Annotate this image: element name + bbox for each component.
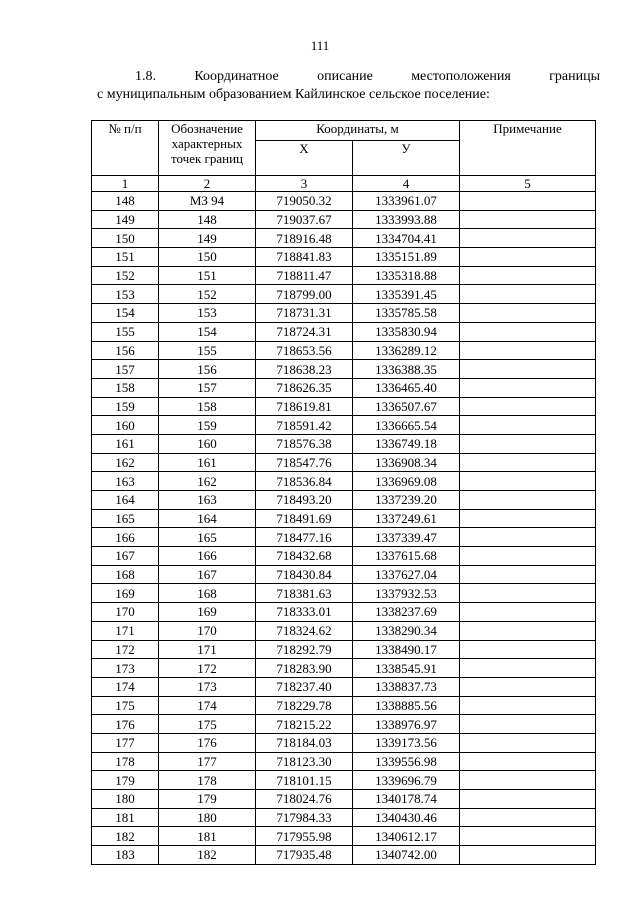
table-row xyxy=(92,640,596,659)
note-cell xyxy=(460,565,596,584)
x-coordinate-cell: 718653.56 xyxy=(256,341,353,360)
table-row xyxy=(92,696,596,715)
x-coordinate-cell: 718333.01 xyxy=(256,603,353,622)
point-name-cell: 164 xyxy=(159,509,256,528)
point-name-cell: 177 xyxy=(159,752,256,771)
column-header-x: X xyxy=(256,141,353,176)
point-name-cell: 181 xyxy=(159,827,256,846)
x-coordinate-cell: 719050.32 xyxy=(256,192,353,211)
table-row xyxy=(92,304,596,323)
point-name-cell: 172 xyxy=(159,659,256,678)
y-coordinate-cell: 1335151.89 xyxy=(353,248,460,267)
x-coordinate-cell: 718381.63 xyxy=(256,584,353,603)
point-name-cell: 175 xyxy=(159,715,256,734)
x-coordinate-cell: 718283.90 xyxy=(256,659,353,678)
note-cell xyxy=(460,378,596,397)
table-row xyxy=(92,491,596,510)
point-name-cell: 180 xyxy=(159,808,256,827)
note-cell xyxy=(460,528,596,547)
y-coordinate-cell: 1338237.69 xyxy=(353,603,460,622)
row-number-cell: 150 xyxy=(92,229,159,248)
y-coordinate-cell: 1340612.17 xyxy=(353,827,460,846)
note-cell xyxy=(460,416,596,435)
table-row xyxy=(92,677,596,696)
table-row xyxy=(92,341,596,360)
note-cell xyxy=(460,827,596,846)
note-cell xyxy=(460,397,596,416)
row-number-cell: 160 xyxy=(92,416,159,435)
point-name-cell: 162 xyxy=(159,472,256,491)
note-cell xyxy=(460,434,596,453)
x-coordinate-cell: 718324.62 xyxy=(256,621,353,640)
x-coordinate-cell: 718493.20 xyxy=(256,491,353,510)
table-row xyxy=(92,360,596,379)
note-cell xyxy=(460,790,596,809)
y-coordinate-cell: 1338490.17 xyxy=(353,640,460,659)
y-coordinate-cell: 1336908.34 xyxy=(353,453,460,472)
note-cell xyxy=(460,248,596,267)
y-coordinate-cell: 1337932.53 xyxy=(353,584,460,603)
note-cell xyxy=(460,547,596,566)
note-cell xyxy=(460,341,596,360)
y-coordinate-cell: 1336388.35 xyxy=(353,360,460,379)
table-row xyxy=(92,584,596,603)
table-row xyxy=(92,285,596,304)
row-number-cell: 177 xyxy=(92,733,159,752)
row-number-cell: 173 xyxy=(92,659,159,678)
table-row xyxy=(92,547,596,566)
column-index: 5 xyxy=(460,176,596,192)
point-name-cell: 154 xyxy=(159,322,256,341)
x-coordinate-cell: 718619.81 xyxy=(256,397,353,416)
column-index-row xyxy=(92,176,596,192)
y-coordinate-cell: 1338290.34 xyxy=(353,621,460,640)
point-name-cell: 167 xyxy=(159,565,256,584)
y-coordinate-cell: 1335391.45 xyxy=(353,285,460,304)
table-row xyxy=(92,434,596,453)
x-coordinate-cell: 718101.15 xyxy=(256,771,353,790)
x-coordinate-cell: 718237.40 xyxy=(256,677,353,696)
y-coordinate-cell: 1333961.07 xyxy=(353,192,460,211)
table-row xyxy=(92,565,596,584)
note-cell xyxy=(460,192,596,211)
table-row xyxy=(92,752,596,771)
row-number-cell: 158 xyxy=(92,378,159,397)
y-coordinate-cell: 1339696.79 xyxy=(353,771,460,790)
table-row xyxy=(92,846,596,865)
row-number-cell: 157 xyxy=(92,360,159,379)
point-name-cell: МЗ 94 xyxy=(159,192,256,211)
y-coordinate-cell: 1334704.41 xyxy=(353,229,460,248)
y-coordinate-cell: 1335318.88 xyxy=(353,266,460,285)
point-name-cell: 153 xyxy=(159,304,256,323)
y-coordinate-cell: 1335830.94 xyxy=(353,322,460,341)
note-cell xyxy=(460,453,596,472)
note-cell xyxy=(460,266,596,285)
y-coordinate-cell: 1337249.61 xyxy=(353,509,460,528)
note-cell xyxy=(460,677,596,696)
row-number-cell: 154 xyxy=(92,304,159,323)
row-number-cell: 169 xyxy=(92,584,159,603)
y-coordinate-cell: 1337239.20 xyxy=(353,491,460,510)
x-coordinate-cell: 718430.84 xyxy=(256,565,353,584)
section-number: 1.8. xyxy=(135,69,156,84)
point-name-cell: 176 xyxy=(159,733,256,752)
y-coordinate-cell: 1338885.56 xyxy=(353,696,460,715)
table-row xyxy=(92,733,596,752)
x-coordinate-cell: 718638.23 xyxy=(256,360,353,379)
table-row xyxy=(92,453,596,472)
table-row xyxy=(92,322,596,341)
row-number-cell: 175 xyxy=(92,696,159,715)
point-name-cell: 166 xyxy=(159,547,256,566)
table-row xyxy=(92,416,596,435)
table-row xyxy=(92,808,596,827)
y-coordinate-cell: 1336289.12 xyxy=(353,341,460,360)
y-coordinate-cell: 1340742.00 xyxy=(353,846,460,865)
row-number-cell: 165 xyxy=(92,509,159,528)
column-header-point: Обозначение характерных точек границ xyxy=(159,121,256,176)
x-coordinate-cell: 718724.31 xyxy=(256,322,353,341)
row-number-cell: 149 xyxy=(92,210,159,229)
y-coordinate-cell: 1340178.74 xyxy=(353,790,460,809)
x-coordinate-cell: 718576.38 xyxy=(256,434,353,453)
point-name-cell: 182 xyxy=(159,846,256,865)
table-row xyxy=(92,509,596,528)
row-number-cell: 170 xyxy=(92,603,159,622)
column-index: 4 xyxy=(353,176,460,192)
row-number-cell: 148 xyxy=(92,192,159,211)
table-row xyxy=(92,229,596,248)
row-number-cell: 183 xyxy=(92,846,159,865)
note-cell xyxy=(460,285,596,304)
x-coordinate-cell: 718799.00 xyxy=(256,285,353,304)
row-number-cell: 159 xyxy=(92,397,159,416)
x-coordinate-cell: 717935.48 xyxy=(256,846,353,865)
note-cell xyxy=(460,304,596,323)
point-name-cell: 173 xyxy=(159,677,256,696)
heading-word: границы xyxy=(549,69,600,84)
y-coordinate-cell: 1337615.68 xyxy=(353,547,460,566)
y-coordinate-cell: 1336749.18 xyxy=(353,434,460,453)
table-row xyxy=(92,192,596,211)
row-number-cell: 180 xyxy=(92,790,159,809)
row-number-cell: 152 xyxy=(92,266,159,285)
note-cell xyxy=(460,733,596,752)
x-coordinate-cell: 718292.79 xyxy=(256,640,353,659)
note-cell xyxy=(460,603,596,622)
note-cell xyxy=(460,322,596,341)
y-coordinate-cell: 1337339.47 xyxy=(353,528,460,547)
point-name-cell: 161 xyxy=(159,453,256,472)
point-name-cell: 163 xyxy=(159,491,256,510)
table-row xyxy=(92,528,596,547)
point-name-cell: 179 xyxy=(159,790,256,809)
note-cell xyxy=(460,621,596,640)
heading-word: Координатное xyxy=(194,69,279,84)
table-row xyxy=(92,621,596,640)
x-coordinate-cell: 718916.48 xyxy=(256,229,353,248)
table-row xyxy=(92,827,596,846)
x-coordinate-cell: 718591.42 xyxy=(256,416,353,435)
y-coordinate-cell: 1336665.54 xyxy=(353,416,460,435)
point-name-cell: 170 xyxy=(159,621,256,640)
table-body xyxy=(92,192,596,865)
x-coordinate-cell: 718432.68 xyxy=(256,547,353,566)
note-cell xyxy=(460,584,596,603)
x-coordinate-cell: 719037.67 xyxy=(256,210,353,229)
x-coordinate-cell: 718626.35 xyxy=(256,378,353,397)
heading-word: местоположения xyxy=(411,69,511,84)
row-number-cell: 172 xyxy=(92,640,159,659)
note-cell xyxy=(460,640,596,659)
note-cell xyxy=(460,696,596,715)
row-number-cell: 161 xyxy=(92,434,159,453)
y-coordinate-cell: 1339556.98 xyxy=(353,752,460,771)
y-coordinate-cell: 1335785.58 xyxy=(353,304,460,323)
section-heading-line2: с муниципальным образованием Кайлинское сельское поселение: xyxy=(97,87,490,102)
point-name-cell: 178 xyxy=(159,771,256,790)
section-heading xyxy=(97,68,600,86)
y-coordinate-cell: 1337627.04 xyxy=(353,565,460,584)
point-name-cell: 159 xyxy=(159,416,256,435)
y-coordinate-cell: 1333993.88 xyxy=(353,210,460,229)
point-name-cell: 174 xyxy=(159,696,256,715)
row-number-cell: 155 xyxy=(92,322,159,341)
y-coordinate-cell: 1339173.56 xyxy=(353,733,460,752)
row-number-cell: 168 xyxy=(92,565,159,584)
table-row xyxy=(92,397,596,416)
point-name-cell: 151 xyxy=(159,266,256,285)
x-coordinate-cell: 718229.78 xyxy=(256,696,353,715)
row-number-cell: 178 xyxy=(92,752,159,771)
point-name-cell: 149 xyxy=(159,229,256,248)
row-number-cell: 151 xyxy=(92,248,159,267)
note-cell xyxy=(460,715,596,734)
y-coordinate-cell: 1340430.46 xyxy=(353,808,460,827)
note-cell xyxy=(460,360,596,379)
table-row xyxy=(92,603,596,622)
y-coordinate-cell: 1336969.08 xyxy=(353,472,460,491)
table-row xyxy=(92,472,596,491)
note-cell xyxy=(460,808,596,827)
point-name-cell: 165 xyxy=(159,528,256,547)
column-header-y: У xyxy=(353,141,460,176)
x-coordinate-cell: 718536.84 xyxy=(256,472,353,491)
y-coordinate-cell: 1336465.40 xyxy=(353,378,460,397)
point-name-cell: 157 xyxy=(159,378,256,397)
coordinates-table xyxy=(91,120,596,865)
point-name-cell: 168 xyxy=(159,584,256,603)
x-coordinate-cell: 718477.16 xyxy=(256,528,353,547)
point-name-cell: 148 xyxy=(159,210,256,229)
column-header-number: № п/п xyxy=(92,121,159,176)
note-cell xyxy=(460,846,596,865)
note-cell xyxy=(460,229,596,248)
row-number-cell: 171 xyxy=(92,621,159,640)
row-number-cell: 156 xyxy=(92,341,159,360)
point-name-cell: 169 xyxy=(159,603,256,622)
x-coordinate-cell: 718811.47 xyxy=(256,266,353,285)
heading-word: описание xyxy=(317,69,373,84)
table-row xyxy=(92,266,596,285)
y-coordinate-cell: 1338837.73 xyxy=(353,677,460,696)
x-coordinate-cell: 718123.30 xyxy=(256,752,353,771)
table-row xyxy=(92,378,596,397)
column-index: 3 xyxy=(256,176,353,192)
x-coordinate-cell: 717955.98 xyxy=(256,827,353,846)
row-number-cell: 174 xyxy=(92,677,159,696)
row-number-cell: 163 xyxy=(92,472,159,491)
note-cell xyxy=(460,491,596,510)
y-coordinate-cell: 1338545.91 xyxy=(353,659,460,678)
page-number: 111 xyxy=(310,38,330,53)
row-number-cell: 164 xyxy=(92,491,159,510)
x-coordinate-cell: 718184.03 xyxy=(256,733,353,752)
table-row xyxy=(92,790,596,809)
row-number-cell: 153 xyxy=(92,285,159,304)
table-row xyxy=(92,248,596,267)
row-number-cell: 162 xyxy=(92,453,159,472)
row-number-cell: 181 xyxy=(92,808,159,827)
table-row xyxy=(92,771,596,790)
row-number-cell: 166 xyxy=(92,528,159,547)
column-header-note: Примечание xyxy=(460,121,596,176)
row-number-cell: 167 xyxy=(92,547,159,566)
y-coordinate-cell: 1338976.97 xyxy=(353,715,460,734)
table-row xyxy=(92,659,596,678)
x-coordinate-cell: 718547.76 xyxy=(256,453,353,472)
note-cell xyxy=(460,771,596,790)
point-name-cell: 156 xyxy=(159,360,256,379)
x-coordinate-cell: 717984.33 xyxy=(256,808,353,827)
table-row xyxy=(92,210,596,229)
point-name-cell: 171 xyxy=(159,640,256,659)
note-cell xyxy=(460,509,596,528)
point-name-cell: 155 xyxy=(159,341,256,360)
point-name-cell: 152 xyxy=(159,285,256,304)
x-coordinate-cell: 718841.83 xyxy=(256,248,353,267)
x-coordinate-cell: 718024.76 xyxy=(256,790,353,809)
note-cell xyxy=(460,752,596,771)
column-index: 1 xyxy=(92,176,159,192)
point-name-cell: 158 xyxy=(159,397,256,416)
column-index: 2 xyxy=(159,176,256,192)
row-number-cell: 182 xyxy=(92,827,159,846)
y-coordinate-cell: 1336507.67 xyxy=(353,397,460,416)
table-row xyxy=(92,715,596,734)
note-cell xyxy=(460,210,596,229)
note-cell xyxy=(460,472,596,491)
x-coordinate-cell: 718731.31 xyxy=(256,304,353,323)
column-header-coordinates: Координаты, м xyxy=(256,121,460,141)
point-name-cell: 150 xyxy=(159,248,256,267)
row-number-cell: 179 xyxy=(92,771,159,790)
row-number-cell: 176 xyxy=(92,715,159,734)
x-coordinate-cell: 718491.69 xyxy=(256,509,353,528)
x-coordinate-cell: 718215.22 xyxy=(256,715,353,734)
note-cell xyxy=(460,659,596,678)
point-name-cell: 160 xyxy=(159,434,256,453)
